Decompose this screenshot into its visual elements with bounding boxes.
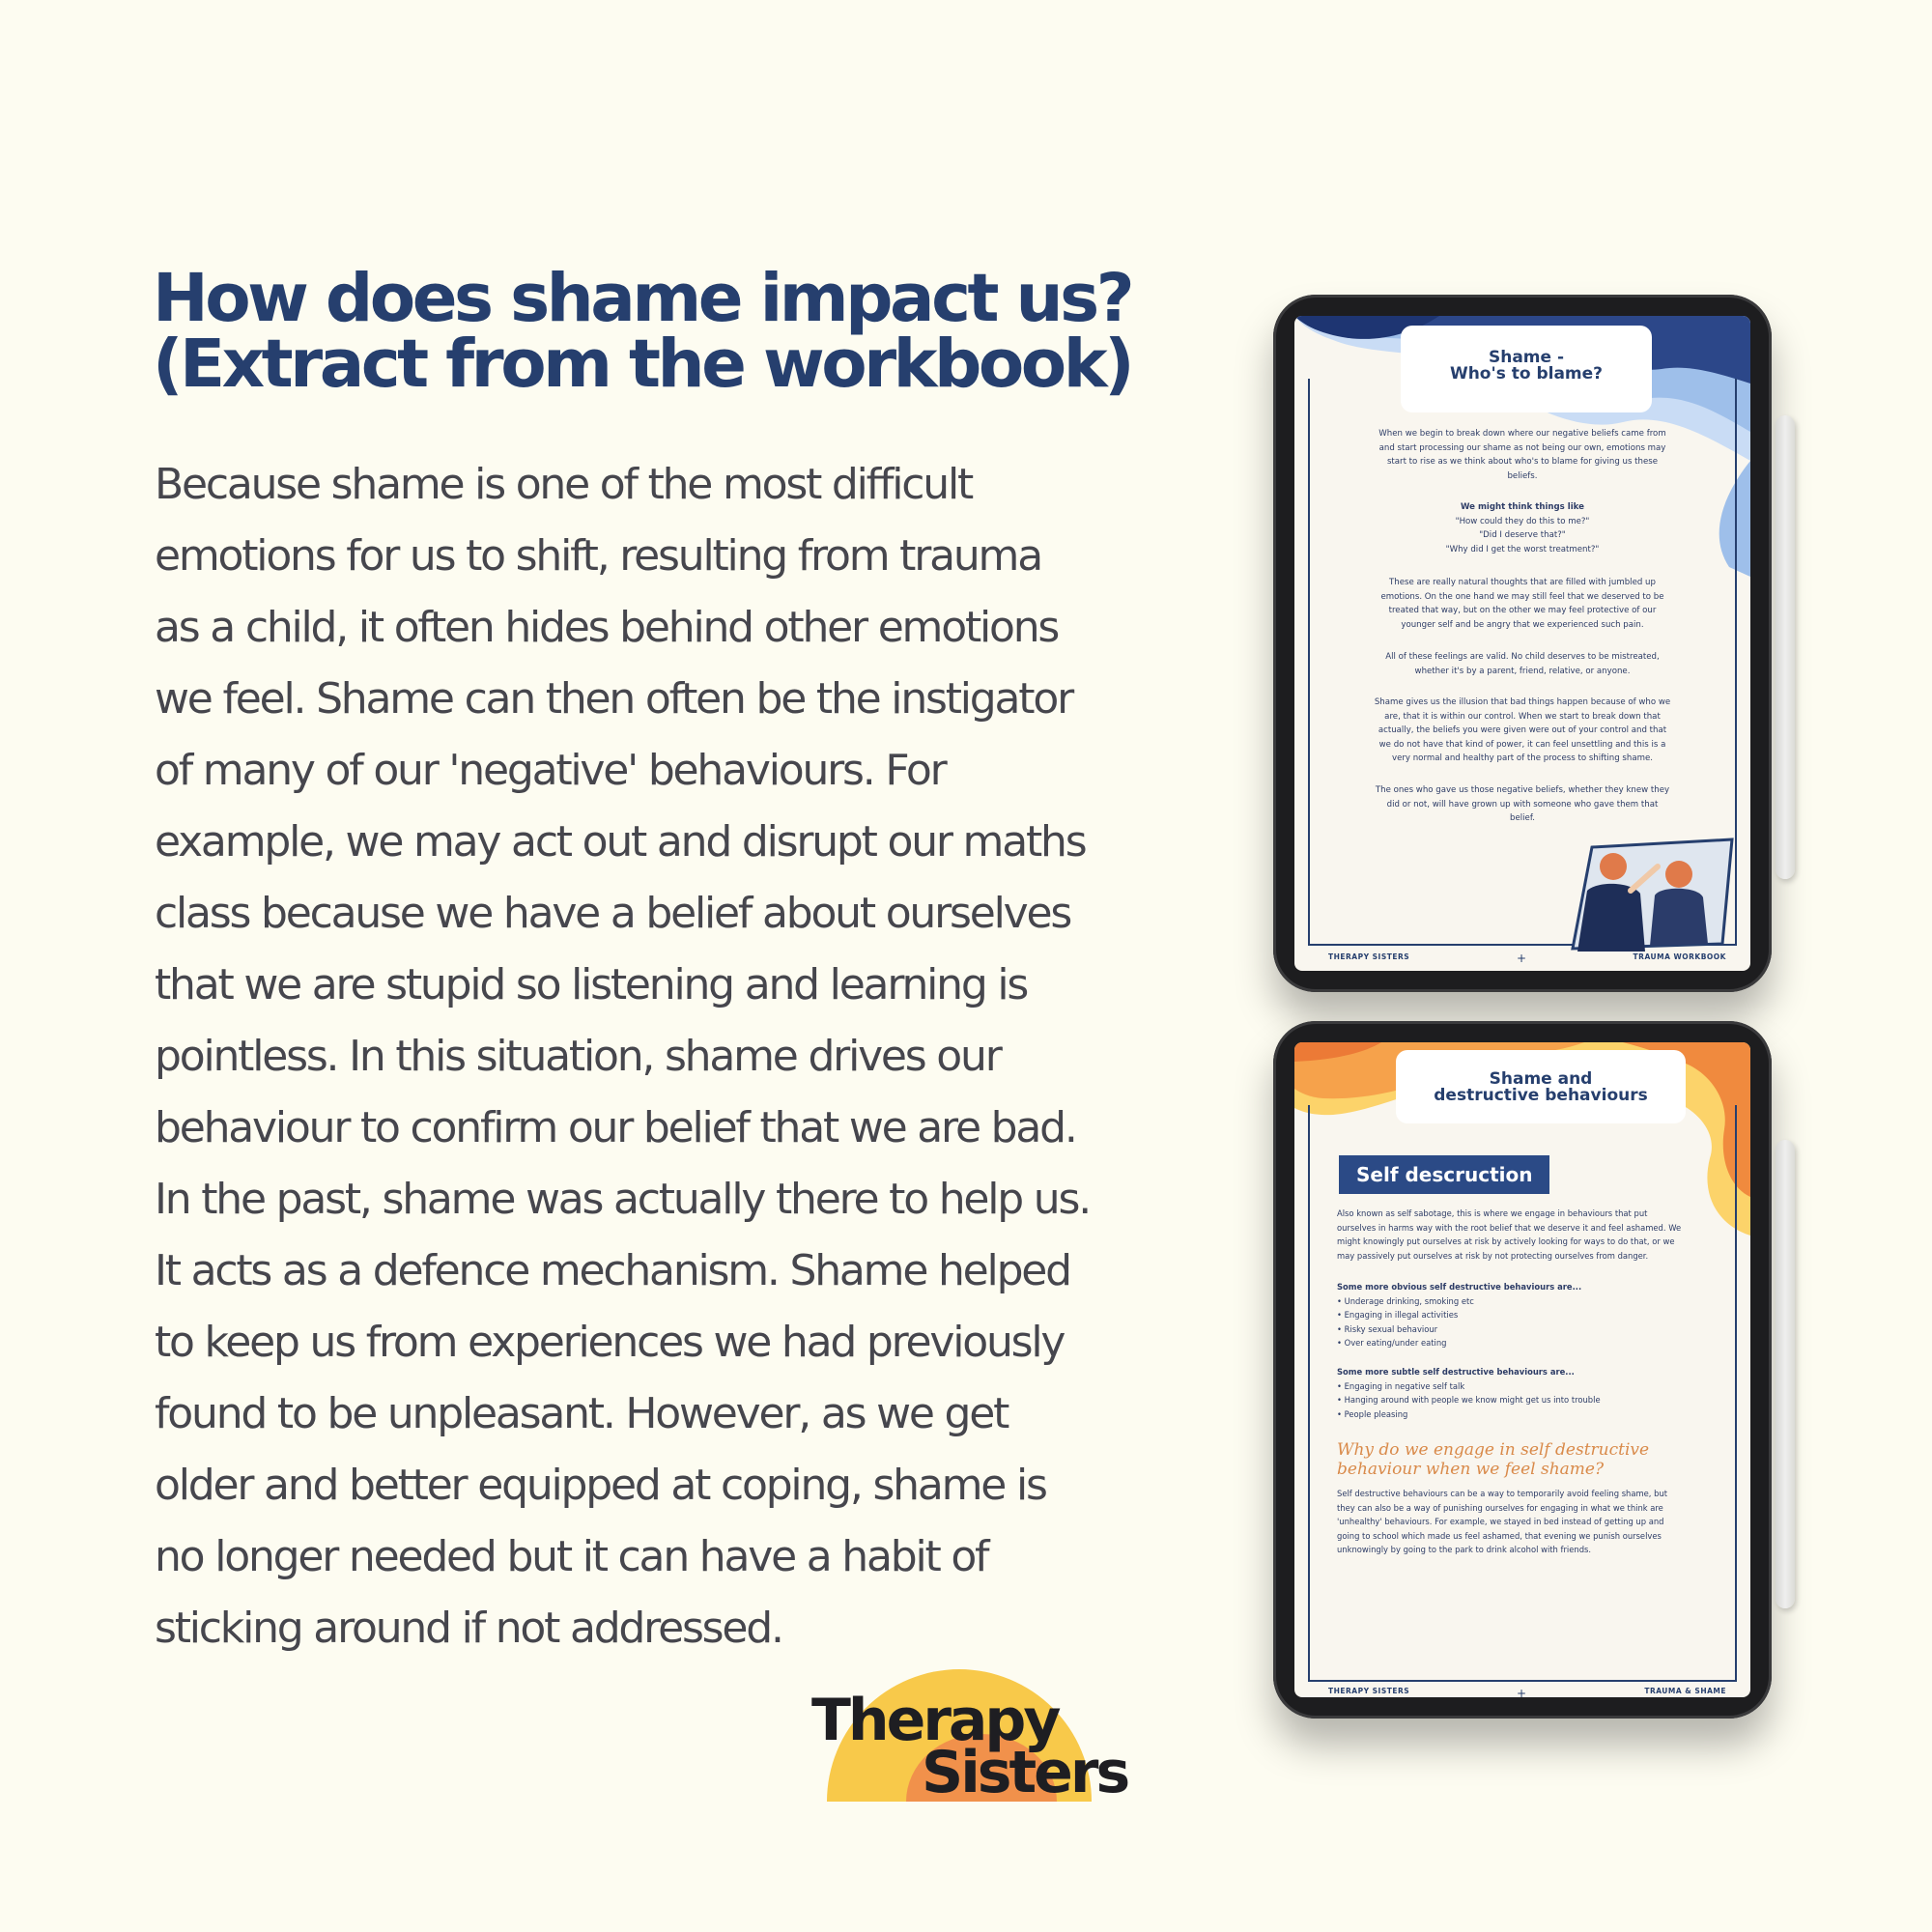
text-line: very normal and healthy part of the process to shifting shame.	[1392, 753, 1653, 763]
text-line: Self destructive behaviours can be a way to temporarily avoid feeling shame, but	[1337, 1489, 1668, 1498]
text-line: beliefs.	[1507, 470, 1538, 481]
tablet-screen	[1294, 1042, 1750, 1697]
footer-brand: THERAPY SISTERS	[1328, 952, 1410, 961]
footer-workbook: TRAUMA & SHAME	[1644, 1687, 1726, 1695]
text-line: Also known as self sabotage, this is where we engage in behaviours that put	[1337, 1208, 1648, 1218]
body-line: behaviour to confirm our belief that we are bad.	[155, 1103, 1076, 1152]
title-line-1: Shame and	[1489, 1069, 1593, 1089]
body-line: we feel. Shame can then often be the instigator	[155, 674, 1072, 724]
body-line: sticking around if not addressed.	[155, 1604, 782, 1653]
quote-line: "How could they do this to me?"	[1455, 516, 1590, 526]
section-badge: Self descruction	[1339, 1155, 1549, 1194]
text-line: Shame gives us the illusion that bad things happen because of who we	[1374, 697, 1671, 707]
paragraph-5	[1294, 783, 1750, 826]
mirror-illustration-icon	[1553, 838, 1747, 953]
logo-word-therapy: Therapy	[811, 1687, 1059, 1754]
footer-star-icon: +	[1517, 952, 1527, 965]
list-heading: Some more subtle self destructive behaviours are...	[1337, 1367, 1575, 1377]
therapy-sisters-logo	[810, 1657, 1128, 1806]
tablet-screen	[1294, 316, 1750, 971]
text-line: All of these feelings are valid. No child deserves to be mistreated,	[1385, 652, 1660, 662]
text-line: may passively put ourselves at risk by not protecting ourselves from danger.	[1337, 1250, 1649, 1261]
paragraph-4	[1294, 696, 1750, 766]
list-heading: Some more obvious self destructive behaviours are...	[1337, 1282, 1582, 1292]
text-line: did or not, will have grown up with someone who gave them that	[1386, 799, 1659, 810]
text-line: might knowingly put ourselves at risk by actively looking for ways to do that, or we	[1337, 1236, 1675, 1247]
paragraph-3	[1294, 650, 1750, 678]
text-line: The ones who gave us those negative beliefs, whether they knew they	[1375, 785, 1670, 795]
body-line: In the past, shame was actually there to help us.	[155, 1175, 1091, 1224]
page-title	[1396, 1050, 1686, 1123]
script-line: behaviour when we feel shame?	[1337, 1460, 1605, 1479]
body-line: no longer needed but it can have a habit of	[155, 1532, 988, 1581]
body-paragraph	[155, 449, 1188, 1664]
body-line: emotions for us to shift, resulting from trauma	[155, 531, 1041, 581]
script-question	[1337, 1440, 1649, 1479]
quote-line: "Why did I get the worst treatment?"	[1445, 544, 1600, 554]
text-line: treated that way, but on the other we may feel protective of our	[1388, 606, 1657, 615]
intro-text	[1337, 1207, 1681, 1263]
body-line: It acts as a defence mechanism. Shame helped	[155, 1246, 1070, 1295]
list-item: • Engaging in negative self talk	[1337, 1380, 1465, 1391]
text-line: are, that it is within our control. When we start to break down that	[1384, 711, 1661, 722]
outro-text	[1337, 1487, 1667, 1557]
quote-line: "Did I deserve that?"	[1479, 530, 1566, 540]
page-title	[1401, 326, 1652, 412]
page-headline	[153, 260, 1215, 403]
body-line: of many of our 'negative' behaviours. For	[155, 746, 946, 795]
intro-text	[1294, 427, 1750, 483]
text-line: actually, the beliefs you were given were out of your control and that	[1378, 725, 1667, 735]
text-line: we do not have that kind of power, it can feel unsettling and this is a	[1378, 739, 1666, 750]
subtle-list	[1337, 1365, 1601, 1421]
list-item: • Over eating/under eating	[1337, 1338, 1447, 1349]
stylus-pencil	[1776, 415, 1795, 879]
obvious-list	[1337, 1280, 1581, 1350]
footer-brand: THERAPY SISTERS	[1328, 1687, 1410, 1695]
list-item: • Underage drinking, smoking etc	[1337, 1295, 1474, 1306]
tablet-shame-blame	[1273, 295, 1772, 992]
body-line: as a child, it often hides behind other emotions	[155, 603, 1059, 652]
text-line: ourselves in harms way with the root belief that we deserve it and feel ashamed. We	[1337, 1222, 1682, 1233]
text-line: 'unhealthy' behaviours. For example, we stayed in bed instead of getting up and	[1337, 1517, 1664, 1527]
stylus-pencil	[1776, 1140, 1795, 1608]
text-line: whether it's by a parent, friend, relative, or anyone.	[1414, 666, 1631, 676]
body-line: Because shame is one of the most difficult	[155, 460, 973, 509]
body-line: older and better equipped at coping, shame is	[155, 1461, 1046, 1510]
think-section	[1294, 500, 1750, 556]
logo-word-sisters: Sisters	[922, 1739, 1128, 1806]
footer-workbook: TRAUMA WORKBOOK	[1633, 952, 1726, 961]
tablet-destructive-behaviours	[1273, 1021, 1772, 1719]
body-line: class because we have a belief about ourselves	[155, 889, 1071, 938]
list-item: • Hanging around with people we know might get us into trouble	[1337, 1395, 1601, 1406]
body-line: to keep us from experiences we had previously	[155, 1318, 1065, 1367]
text-line: unknowingly by going to the park to drink alcohol with friends.	[1337, 1545, 1592, 1555]
text-line: emotions. On the one hand we may still feel that we deserved to be	[1380, 591, 1664, 602]
headline-line-2: (Extract from the workbook)	[153, 326, 1132, 403]
title-line-2: Who's to blame?	[1449, 364, 1604, 384]
footer-star-icon: +	[1517, 1687, 1527, 1697]
body-line: example, we may act out and disrupt our maths	[155, 817, 1086, 867]
list-item: • Risky sexual behaviour	[1337, 1323, 1438, 1334]
headline-line-1: How does shame impact us?	[153, 260, 1132, 337]
text-line: These are really natural thoughts that are filled with jumbled up	[1389, 578, 1656, 587]
list-item: • Engaging in illegal activities	[1337, 1310, 1459, 1321]
body-line: found to be unpleasant. However, as we get	[155, 1389, 1009, 1438]
text-line: start to rise as we think about who's to blame for giving us these	[1386, 457, 1659, 467]
text-line: belief.	[1510, 813, 1535, 823]
script-line: Why do we engage in self destructive	[1337, 1440, 1650, 1460]
title-line-1: Shame -	[1488, 348, 1565, 367]
body-line: that we are stupid so listening and learning is	[155, 960, 1028, 1009]
text-line: younger self and be angry that we experienced such pain.	[1401, 619, 1644, 630]
paragraph-2	[1294, 576, 1750, 632]
section-heading: We might think things like	[1460, 502, 1584, 512]
list-item: • People pleasing	[1337, 1408, 1408, 1419]
body-line: pointless. In this situation, shame drives our	[155, 1032, 1001, 1081]
text-line: and start processing our shame as not being our own, emotions may	[1378, 442, 1666, 453]
text-line: going to school which made us feel ashamed, that evening we punish ourselves	[1337, 1530, 1662, 1541]
text-line: When we begin to break down where our negative beliefs came from	[1378, 429, 1666, 439]
title-line-2: destructive behaviours	[1434, 1086, 1648, 1105]
text-line: they can also be a way of punishing ourselves for engaging in what we think are	[1337, 1502, 1663, 1513]
